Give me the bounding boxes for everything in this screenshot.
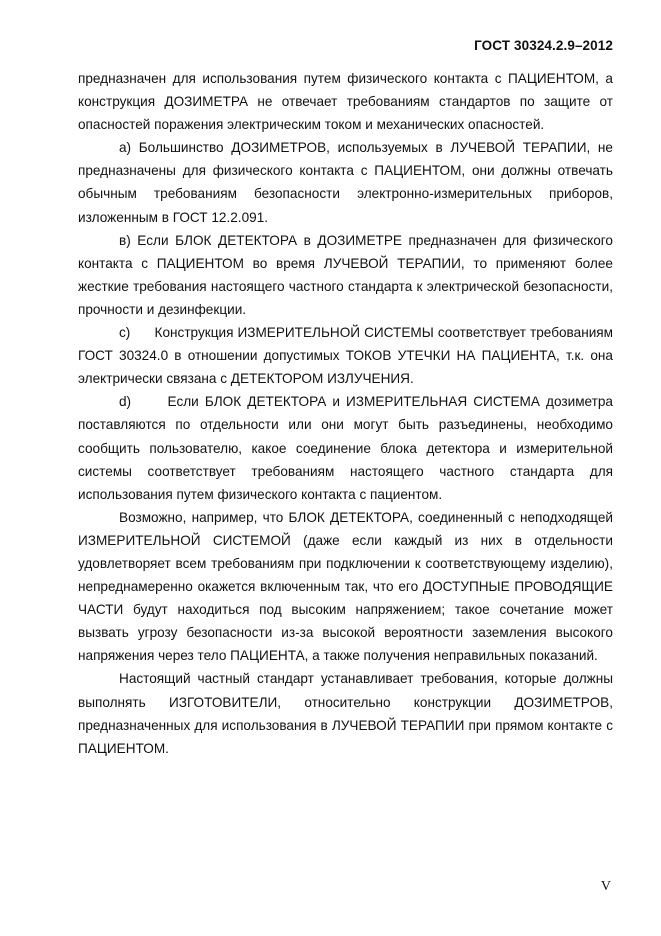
document-body bbox=[78, 67, 613, 760]
paragraph-continuation: предназначен для использования путем физического контакта с ПАЦИЕНТОМ, а конструкция ДОЗИМЕТРА не отвечает требованиям стандартов по защите от опасностей поражения электрическим током и механических опасностей. bbox=[78, 71, 613, 133]
paragraph-item-v: в) Если БЛОК ДЕТЕКТОРА в ДОЗИМЕТРЕ предназначен для физического контакта с ПАЦИЕНТОМ во время ЛУЧЕВОЙ ТЕРАПИИ, то применяют более жесткие требования настоящего частного стандарта к электрической безопасности, прочности и дезинфекции. bbox=[78, 232, 613, 317]
page-number: V bbox=[600, 879, 611, 894]
paragraph-item-d: d) Если БЛОК ДЕТЕКТОРА и ИЗМЕРИТЕЛЬНАЯ СИСТЕМА дозиметра поставляются по отдельности или они могут быть разъединены, необходимо сообщить пользователю, какое соединение блока детектора и измерительной системы соответствует требованиям настоящего частного стандарта для использования путем физического контакта с пациентом. bbox=[78, 394, 613, 502]
paragraph-item-a: а) Большинство ДОЗИМЕТРОВ, используемых в ЛУЧЕВОЙ ТЕРАПИИ, не предназначены для физического контакта с ПАЦИЕНТОМ, они должны отвечать обычным требованиям безопасности электронно-измерительных приборов, изложенным в ГОСТ 12.2.091. bbox=[78, 140, 613, 225]
paragraph-item-c: с) Конструкция ИЗМЕРИТЕЛЬНОЙ СИСТЕМЫ соответствует требованиям ГОСТ 30324.0 в отношении допустимых ТОКОВ УТЕЧКИ НА ПАЦИЕНТА, т.к. она электрически связана с ДЕТЕКТОРОМ ИЗЛУЧЕНИЯ. bbox=[78, 325, 613, 387]
paragraph-scope: Настоящий частный стандарт устанавливает требования, которые должны выполнять ИЗГОТОВИТЕЛИ, относительно конструкции ДОЗИМЕТРОВ, предназначенных для использования в ЛУЧЕВОЙ ТЕРАПИИ при прямом контакте с ПАЦИЕНТОМ. bbox=[78, 671, 613, 756]
document-header bbox=[474, 38, 613, 53]
standard-id: ГОСТ 30324.2.9–2012 bbox=[474, 38, 613, 53]
paragraph-example: Возможно, например, что БЛОК ДЕТЕКТОРА, соединенный с неподходящей ИЗМЕРИТЕЛЬНОЙ СИСТЕМОЙ (даже если каждый из них в отдельности удовлетворяет всем требованиям при подключении к соответствующему изделию), непреднамеренно окажется включенным так, что его ДОСТУПНЫЕ ПРОВОДЯЩИЕ ЧАСТИ будут находиться под высоким напряжением; такое сочетание может вызвать угрозу безопасности из-за высокой вероятности заземления высокого напряжения через тело ПАЦИЕНТА, а также получения неправильных показаний. bbox=[78, 509, 613, 664]
